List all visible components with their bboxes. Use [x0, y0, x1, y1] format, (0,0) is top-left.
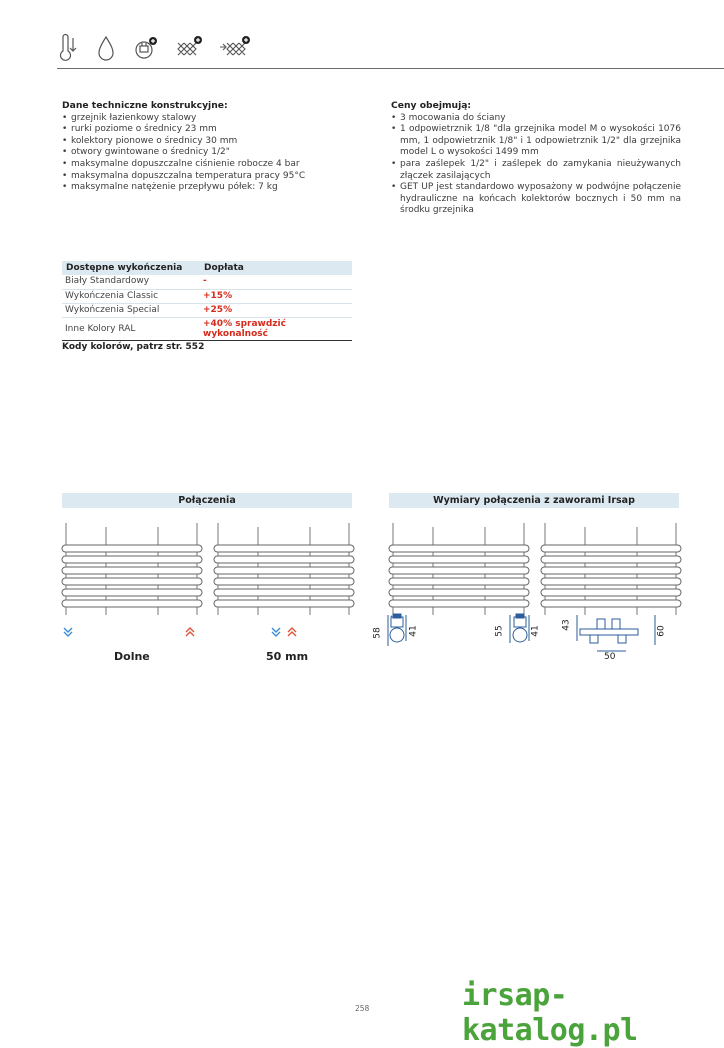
finishes-header-row [62, 261, 352, 275]
caption-center: 50 mm [266, 650, 309, 663]
finishes-table [62, 261, 352, 341]
table-row [62, 303, 352, 317]
spec-item: • grzejnik łazienkowy stalowy [62, 113, 362, 125]
connections-heading: Połączenia [62, 493, 352, 508]
caption-bottom: Dolne [114, 650, 150, 663]
thermometer-down-icon [57, 33, 79, 63]
radiator-plus-icon [175, 33, 203, 63]
water-drop-icon [95, 33, 117, 63]
dimension-label: 58 [372, 627, 383, 639]
plug-plus-icon [133, 33, 159, 63]
table-row [62, 317, 352, 340]
finish-price: - [200, 275, 352, 289]
price-item: • para zaślepek 1/2" i zaślepek do zamykania nieużywanych złączek zasilających [391, 159, 681, 182]
finish-price: +15% [200, 289, 352, 303]
finish-price: +25% [200, 303, 352, 317]
spec-item: • maksymalne natężenie przepływu półek: 7 kg [62, 182, 362, 194]
spec-item: • kolektory pionowe o średnicy 30 mm [62, 136, 362, 148]
spec-item: • maksymalna dopuszczalna temperatura pracy 95°C [62, 171, 362, 183]
price-includes [391, 100, 681, 217]
watermark: irsap-katalog.pl [462, 978, 638, 1048]
header-divider [57, 68, 724, 69]
spec-item: • rurki poziome o średnicy 23 mm [62, 124, 362, 136]
dimension-label: 60 [656, 625, 667, 637]
price-item: • 3 mocowania do ściany [391, 113, 681, 125]
radiator-plus-heat-icon [219, 33, 251, 63]
flow-down-arrow-icon [64, 628, 72, 636]
finish-name: Wykończenia Classic [62, 289, 200, 303]
dimension-label: 50 [604, 652, 616, 662]
spec-item: • maksymalne dopuszczalne ciśnienie robocze 4 bar [62, 159, 362, 171]
dimensions-heading: Wymiary połączenia z zaworami Irsap [389, 493, 679, 508]
feature-icons [57, 30, 267, 66]
table-row [62, 289, 352, 303]
price-item: • GET UP jest standardowo wyposażony w podwójne połączenie hydrauliczne na końcach kolektorów bocznych i 50 mm na środku grzejnika [391, 182, 681, 217]
finishes-header-name: Dostępne wykończenia [62, 261, 200, 275]
spec-item: • otwory gwintowane o średnicy 1/2" [62, 147, 362, 159]
finish-price-line: wykonalność [203, 328, 268, 339]
color-codes-note: Kody kolorów, patrz str. 552 [62, 342, 205, 352]
page-number: 258 [355, 1004, 370, 1013]
flow-up-arrow-icon [186, 628, 194, 636]
finish-name: Wykończenia Special [62, 303, 200, 317]
finish-name: Inne Kolory RAL [62, 317, 200, 340]
flow-up-arrow-icon [288, 628, 296, 636]
radiator-center-connection [214, 523, 354, 615]
table-row [62, 275, 352, 289]
finishes-header-price: Dopłata [200, 261, 352, 275]
finish-price-line: +40% sprawdzić [203, 318, 286, 329]
dimension-label: 43 [561, 619, 572, 631]
connection-diagrams [0, 515, 724, 655]
finish-price [200, 317, 352, 340]
price-includes-title: Ceny obejmują: [391, 100, 472, 111]
finish-name: Biały Standardowy [62, 275, 200, 289]
flow-down-arrow-icon [272, 628, 280, 636]
technical-specs [62, 100, 362, 194]
technical-specs-title: Dane techniczne konstrukcyjne: [62, 100, 228, 111]
price-item: • 1 odpowietrznik 1/8 "dla grzejnika model M o wysokości 1076 mm, 1 odpowietrznik 1/8" i 1 odpowietrznik 1/2" dla grzejnika model L o wysokości 1499 mm [391, 124, 681, 159]
dimension-label: 55 [494, 625, 505, 637]
dimension-label: 41 [530, 625, 541, 637]
radiator-bottom-connection [62, 523, 202, 615]
dimension-label: 41 [408, 625, 419, 637]
